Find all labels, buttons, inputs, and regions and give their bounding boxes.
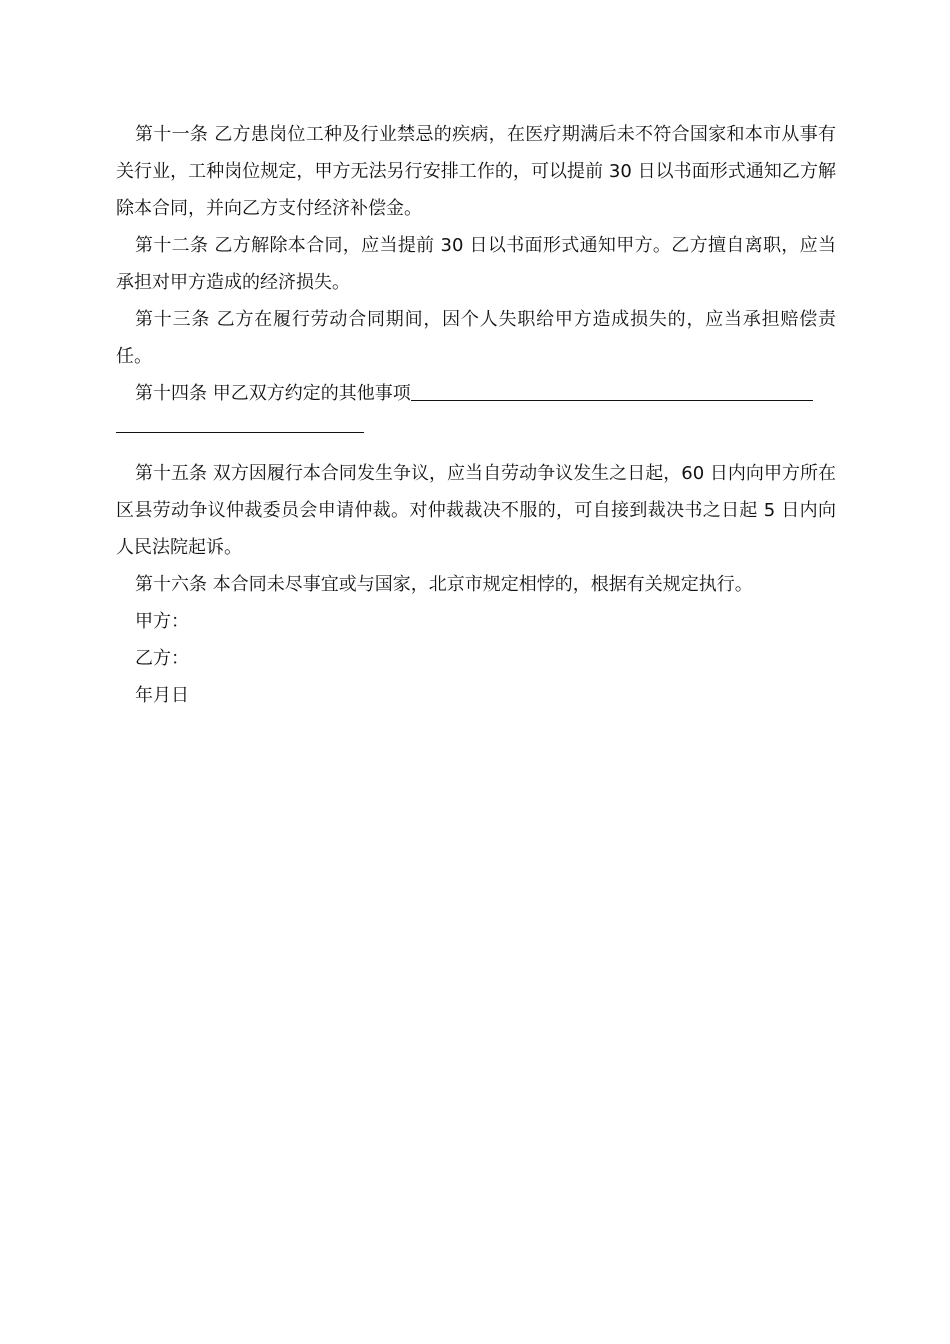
article-12: 第十二条 乙方解除本合同，应当提前 30 日以书面形式通知甲方。乙方擅自离职，应当承担对甲方造成的经济损失。 bbox=[116, 235, 836, 293]
document-page bbox=[116, 116, 836, 714]
article-13: 第十三条 乙方在履行劳动合同期间，因个人失职给甲方造成损失的，应当承担赔偿责任。 bbox=[116, 309, 836, 367]
article-14 bbox=[116, 375, 836, 412]
article-11: 第十一条 乙方患岗位工种及行业禁忌的疾病，在医疗期满后未不符合国家和本市从事有关行业，工种岗位规定，甲方无法另行安排工作的，可以提前 30 日以书面形式通知乙方解除本合同，并向乙方支付经济补偿金。 bbox=[116, 124, 836, 219]
fill-in-blank-row bbox=[116, 412, 836, 449]
article-16: 第十六条 本合同未尽事宜或与国家，北京市规定相悖的，根据有关规定执行。 bbox=[135, 574, 753, 595]
party-a-label: 甲方： bbox=[135, 611, 189, 632]
date-label: 年月日 bbox=[135, 685, 189, 706]
fill-in-blank-line-continued[interactable] bbox=[116, 412, 364, 433]
party-b-label: 乙方： bbox=[135, 648, 189, 669]
article-15: 第十五条 双方因履行本合同发生争议，应当自劳动争议发生之日起，60 日内向甲方所在区县劳动争议仲裁委员会申请仲裁。对仲裁裁决不服的，可自接到裁决书之日起 5 日内向人民法院起诉。 bbox=[116, 463, 836, 558]
fill-in-blank-line[interactable] bbox=[411, 380, 813, 401]
article-14-text: 第十四条 甲乙双方约定的其他事项 bbox=[135, 383, 411, 404]
